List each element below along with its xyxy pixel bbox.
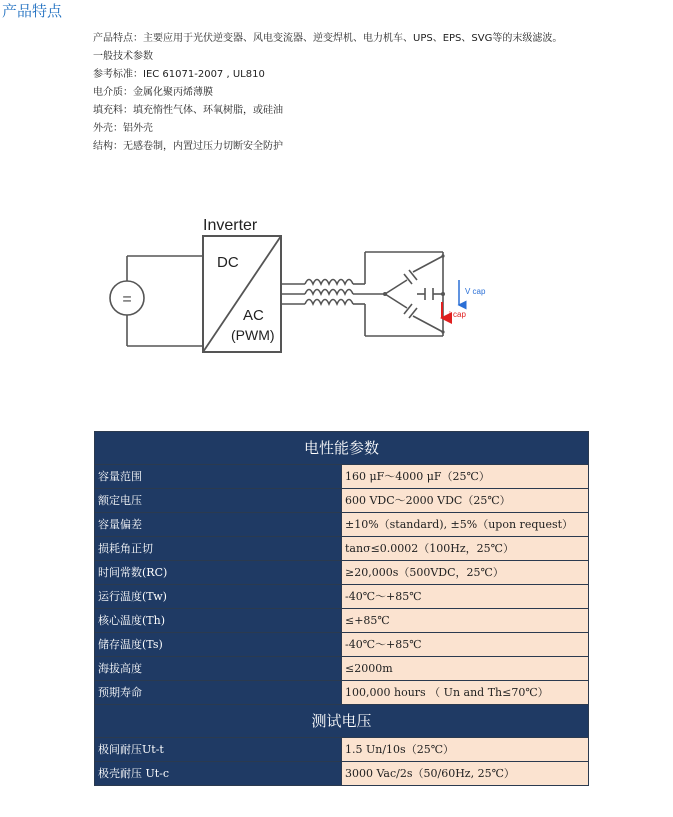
feature-line: 外壳：铝外壳 [93, 123, 153, 134]
inductor-coil [305, 290, 353, 295]
param-value: 1.5 Un/10s（25℃） [342, 738, 589, 762]
param-label: 极间耐压Ut-t [95, 738, 342, 762]
param-value: ≥20,000s（500VDC，25℃） [342, 561, 589, 585]
param-value: tanσ≤0.0002（100Hz，25℃） [342, 537, 589, 561]
section-title: 电性能参数 [95, 432, 589, 465]
inductor-coil [305, 280, 353, 285]
feature-line: 结构：无感卷制，内置过压力切断安全防护 [93, 141, 283, 152]
param-label: 预期寿命 [95, 681, 342, 705]
inverter-circuit-diagram [95, 210, 515, 370]
table-row [95, 537, 589, 561]
table-row [95, 513, 589, 537]
section-header-row [95, 705, 589, 738]
ac-label: AC [243, 307, 264, 324]
param-label: 损耗角正切 [95, 537, 342, 561]
section-header-row [95, 432, 589, 465]
table-row [95, 633, 589, 657]
feature-line: 填充料：填充惰性气体、环氧树脂，或硅油 [93, 105, 283, 116]
icap-label: i cap [449, 310, 466, 319]
spec-table [94, 431, 589, 786]
table-row [95, 489, 589, 513]
param-value: ≤2000m [342, 657, 589, 681]
param-value: ≤+85℃ [342, 609, 589, 633]
table-row [95, 465, 589, 489]
feature-line: 参考标准：IEC 61071-2007 , UL810 [93, 69, 265, 80]
table-row [95, 657, 589, 681]
param-value: 160 μF～4000 μF（25℃） [342, 465, 589, 489]
pwm-label: (PWM) [231, 327, 275, 343]
param-value: 100,000 hours （ Un and Th≤70℃） [342, 681, 589, 705]
table-row [95, 561, 589, 585]
param-value: -40℃～+85℃ [342, 585, 589, 609]
feature-line: 一般技术参数 [93, 51, 153, 62]
table-row [95, 609, 589, 633]
param-label: 海拔高度 [95, 657, 342, 681]
param-label: 极壳耐压 Ut-c [95, 762, 342, 786]
param-value: -40℃～+85℃ [342, 633, 589, 657]
table-row [95, 681, 589, 705]
inverter-label: Inverter [203, 217, 258, 234]
param-value: 3000 Vac/2s（50/60Hz, 25℃） [342, 762, 589, 786]
feature-line: 产品特点：主要应用于光伏逆变器、风电变流器、逆变焊机、电力机车、UPS、EPS、SVG等的末级滤波。 [93, 33, 563, 44]
section-title: 测试电压 [95, 705, 589, 738]
param-label: 运行温度(Tw) [95, 585, 342, 609]
param-label: 额定电压 [95, 489, 342, 513]
page-title: 产品特点 [2, 2, 63, 20]
inductor-coil [305, 300, 353, 305]
param-label: 容量偏差 [95, 513, 342, 537]
table-row [95, 762, 589, 786]
param-value: ±10%（standard), ±5%（upon request） [342, 513, 589, 537]
dc-label: DC [217, 254, 239, 271]
param-label: 核心温度(Th) [95, 609, 342, 633]
param-label: 时间常数(RC) [95, 561, 342, 585]
feature-line: 电介质：金属化聚丙烯薄膜 [93, 87, 213, 98]
source-symbol: = [122, 291, 132, 308]
table-row [95, 738, 589, 762]
feature-list [93, 30, 653, 156]
table-row [95, 585, 589, 609]
vcap-label: V cap [465, 287, 486, 296]
param-value: 600 VDC～2000 VDC（25℃） [342, 489, 589, 513]
param-label: 容量范围 [95, 465, 342, 489]
param-label: 储存温度(Ts) [95, 633, 342, 657]
